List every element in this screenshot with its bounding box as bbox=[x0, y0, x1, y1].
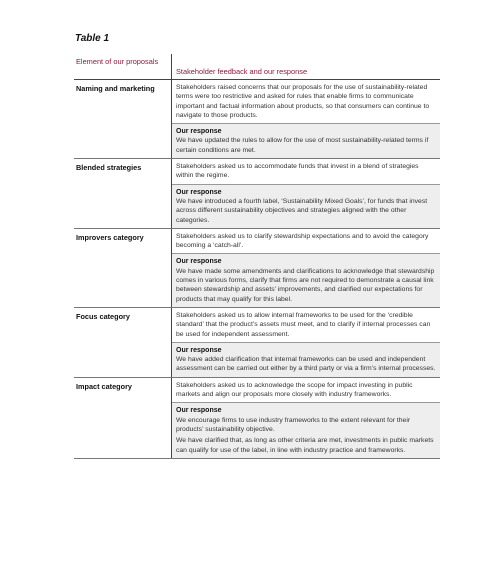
stakeholder-feedback: Stakeholders asked us to acknowledge the scope for impact investing in public markets and align our proposals more closely with industry frameworks. bbox=[176, 381, 413, 399]
response-text: We have added clarification that internal frameworks can be used and independent assessment can be carried out either by a third party or via a firm’s internal processes. bbox=[176, 356, 436, 373]
our-response bbox=[172, 253, 440, 306]
response-heading: Our response bbox=[176, 407, 222, 415]
row-element-label: Improvers category bbox=[74, 229, 172, 307]
header-element: Element of our proposals bbox=[74, 54, 172, 79]
response-text: We encourage firms to use industry frameworks to the extent relevant for their products’ sustainability objective. bbox=[176, 416, 411, 433]
response-heading: Our response bbox=[176, 128, 222, 136]
feedback-table bbox=[74, 54, 440, 459]
row-element-label: Blended strategies bbox=[74, 159, 172, 228]
table-body bbox=[74, 80, 440, 459]
row-element-label: Impact category bbox=[74, 378, 172, 458]
stakeholder-feedback: Stakeholders asked us to allow internal frameworks to be used for the ‘credible standard’ that the product’s assets must meet, and to clarify if internal processes can be used for independent assessment. bbox=[176, 311, 431, 338]
table-row bbox=[74, 229, 440, 308]
response-heading: Our response bbox=[176, 346, 222, 354]
table-caption: Table 1 bbox=[75, 33, 110, 44]
stakeholder-feedback: Stakeholders asked us to accommodate funds that invest in a blend of strategies within the regime. bbox=[176, 163, 419, 180]
row-cells bbox=[172, 308, 440, 377]
table-row bbox=[74, 308, 440, 378]
table-row bbox=[74, 378, 440, 459]
row-element-label: Naming and marketing bbox=[74, 80, 172, 158]
our-response bbox=[172, 184, 440, 228]
row-element-label: Focus category bbox=[74, 308, 172, 377]
header-feedback: Stakeholder feedback and our response bbox=[176, 67, 308, 76]
table-row bbox=[74, 80, 440, 159]
our-response bbox=[172, 402, 440, 457]
table-header bbox=[74, 54, 440, 80]
stakeholder-feedback: Stakeholders raised concerns that our proposals for the use of sustainability-related terms were too restrictive and asked for rules that enable firms to communicate important and factual information about products, so that consumers can continue to navigate to those products. bbox=[176, 84, 430, 119]
response-text: We have updated the rules to allow for the use of most sustainability-related terms if certain conditions are met. bbox=[176, 137, 429, 154]
our-response bbox=[172, 342, 440, 377]
stakeholder-feedback: Stakeholders asked us to clarify stewardship expectations and to avoid the category becoming a ‘catch-all’. bbox=[176, 232, 429, 250]
row-cells bbox=[172, 159, 440, 228]
table-row bbox=[74, 159, 440, 229]
response-heading: Our response bbox=[176, 258, 222, 266]
response-text: We have made some amendments and clarifications to acknowledge that stewardship comes in various forms, clarify that firms are not required to demonstrate a causal link between stewardship and assets’ improvements, and clarified our expectations for products that may qualify for this label. bbox=[176, 267, 435, 303]
row-cells bbox=[172, 80, 440, 158]
our-response bbox=[172, 123, 440, 158]
response-text: We have introduced a fourth label, ‘Sustainability Mixed Goals’, for funds that invest across different sustainability objectives and strategies aligned with the other categories. bbox=[176, 197, 428, 224]
row-cells bbox=[172, 229, 440, 307]
response-text: We have clarified that, as long as other criteria are met, investments in public markets can qualify for use of the label, in line with industry practice and frameworks. bbox=[176, 437, 434, 454]
row-cells bbox=[172, 378, 440, 458]
response-heading: Our response bbox=[176, 188, 222, 196]
